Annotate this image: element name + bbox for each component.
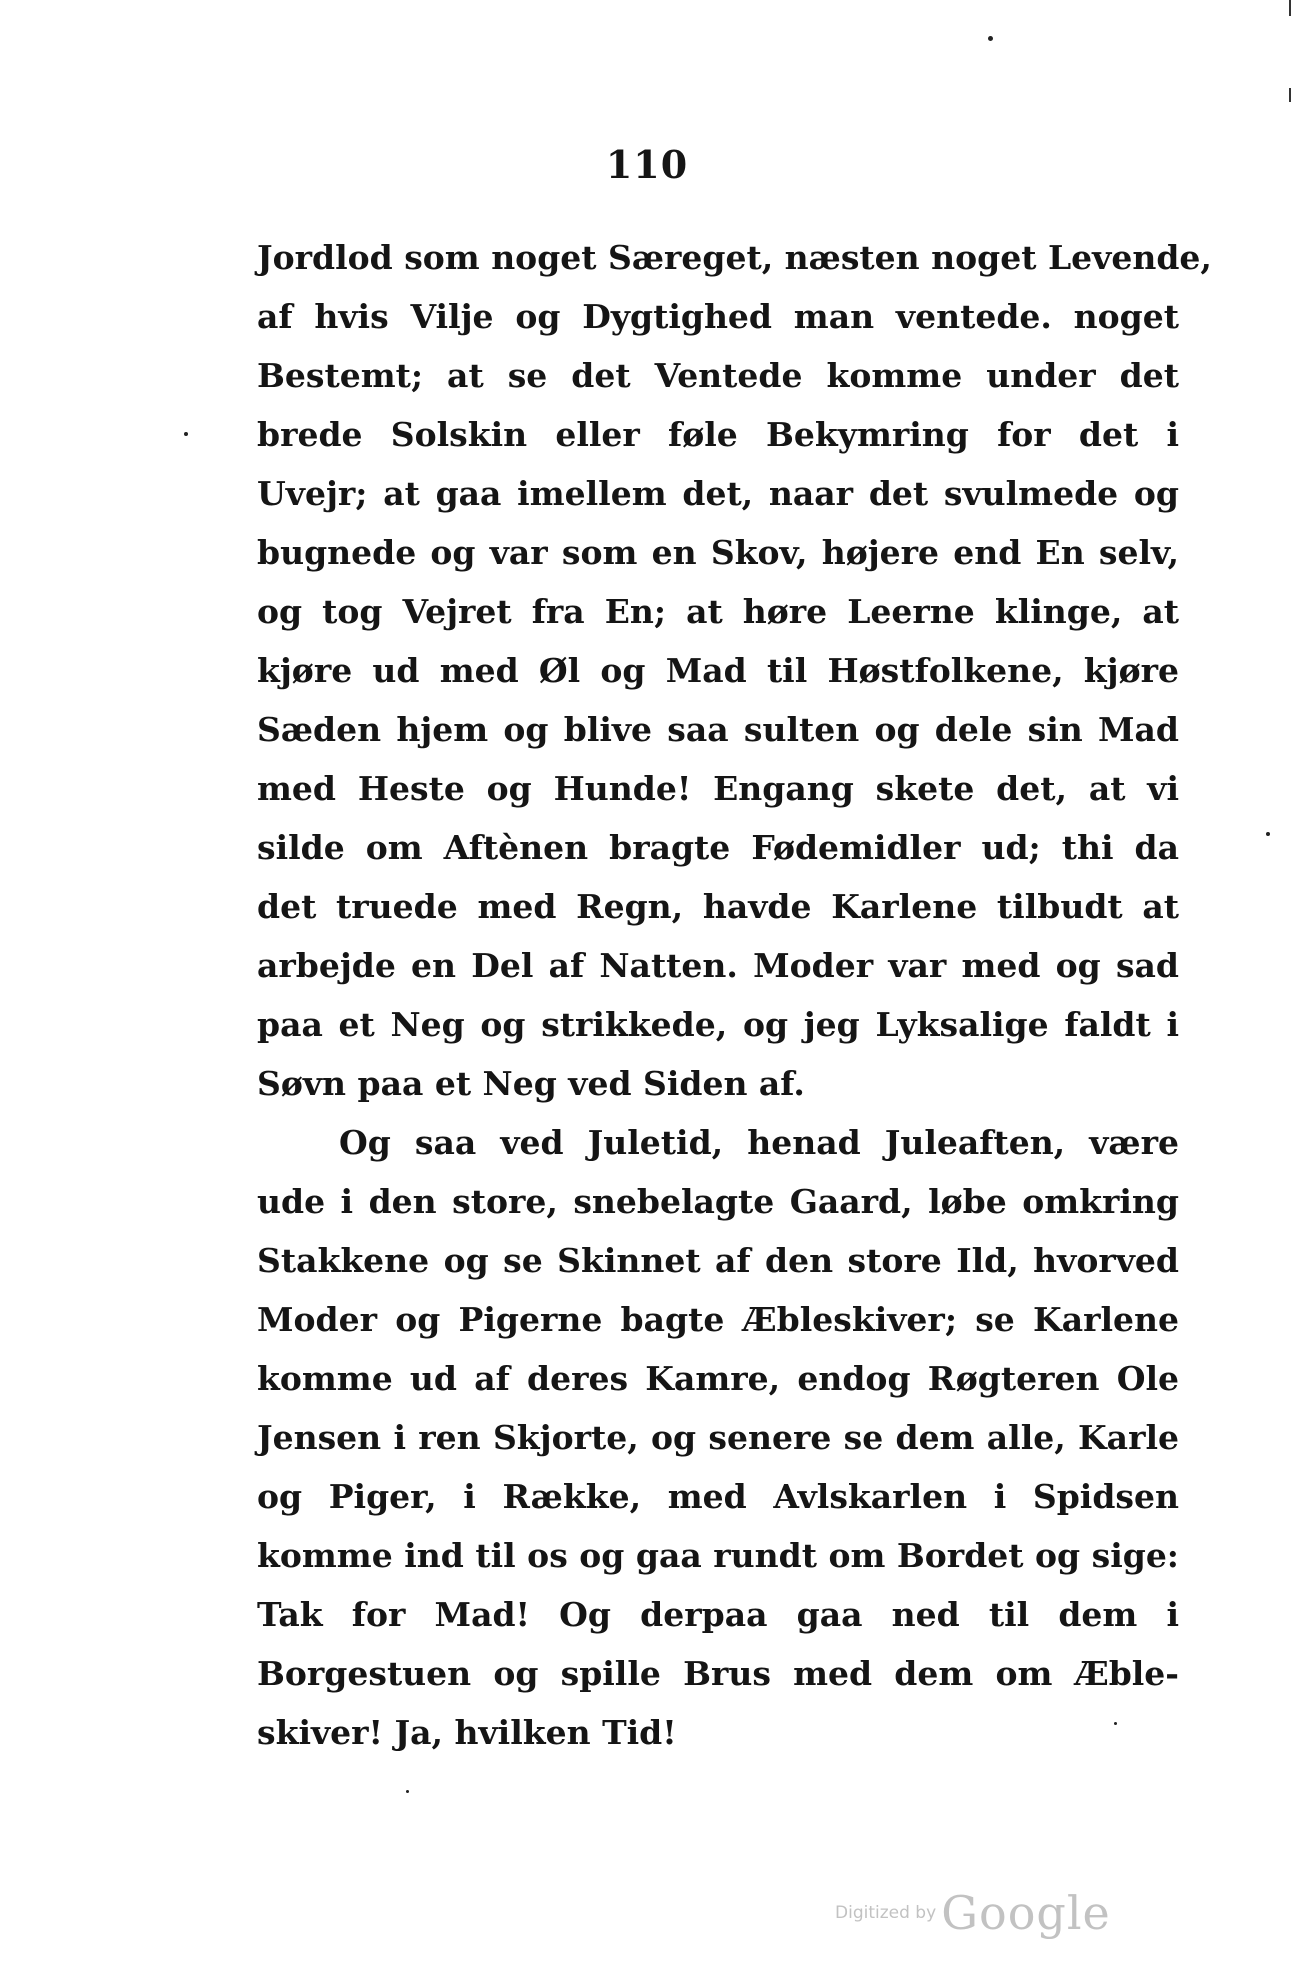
text-line: og Piger, i Række, med Avlskarlen i Spidsen	[257, 1477, 1179, 1516]
ink-speck	[406, 1790, 409, 1793]
text-line: komme ind til os og gaa rundt om Bordet og sige:	[257, 1536, 1179, 1575]
margin-mark	[1289, 88, 1291, 102]
text-line: Stakkene og se Skinnet af den store Ild, hvorved	[257, 1241, 1179, 1280]
text-line: Tak for Mad! Og derpaa gaa ned til dem i	[257, 1595, 1179, 1634]
ink-speck	[1114, 1722, 1117, 1725]
page-number: 110	[605, 142, 689, 187]
text-line: Jensen i ren Skjorte, og senere se dem alle, Karle	[257, 1418, 1179, 1457]
text-line: komme ud af deres Kamre, endog Røgteren Ole	[257, 1359, 1179, 1398]
text-line: bugnede og var som en Skov, højere end En selv,	[257, 533, 1179, 572]
text-line: det truede med Regn, havde Karlene tilbudt at	[257, 887, 1179, 926]
text-line: Jordlod som noget Særeget, næsten noget Levende,	[257, 238, 1212, 277]
text-line: paa et Neg og strikkede, og jeg Lyksalige faldt i	[257, 1005, 1179, 1044]
text-line: Uvejr; at gaa imellem det, naar det svulmede og	[257, 474, 1179, 513]
ink-speck	[1266, 832, 1270, 836]
ink-speck	[184, 432, 188, 436]
text-line: og tog Vejret fra En; at høre Leerne klinge, at	[257, 592, 1179, 631]
text-line: med Heste og Hunde! Engang skete det, at vi	[257, 769, 1179, 808]
text-line: Bestemt; at se det Ventede komme under det	[257, 356, 1179, 395]
ink-speck	[988, 36, 993, 41]
text-line: Søvn paa et Neg ved Siden af.	[257, 1064, 805, 1103]
text-line: Borgestuen og spille Brus med dem om Æble-	[257, 1654, 1179, 1693]
text-line: brede Solskin eller føle Bekymring for det i	[257, 415, 1179, 454]
text-line: ude i den store, snebelagte Gaard, løbe omkring	[257, 1182, 1179, 1221]
digitized-watermark	[835, 1886, 1111, 1940]
watermark-prefix: Digitized by	[835, 1903, 937, 1923]
google-logo: Google	[941, 1886, 1111, 1940]
text-line: af hvis Vilje og Dygtighed man ventede. noget	[257, 297, 1179, 336]
text-line: Og saa ved Juletid, henad Juleaften, være	[339, 1123, 1179, 1162]
text-line: Moder og Pigerne bagte Æbleskiver; se Karlene	[257, 1300, 1179, 1339]
body-text	[257, 228, 1212, 1762]
text-line: silde om Aftènen bragte Fødemidler ud; thi da	[257, 828, 1179, 867]
text-line: arbejde en Del af Natten. Moder var med og sad	[257, 946, 1179, 985]
margin-mark	[1289, 0, 1291, 16]
text-line: Sæden hjem og blive saa sulten og dele sin Mad	[257, 710, 1179, 749]
text-line: skiver! Ja, hvilken Tid!	[257, 1713, 677, 1752]
text-line: kjøre ud med Øl og Mad til Høstfolkene, kjøre	[257, 651, 1179, 690]
